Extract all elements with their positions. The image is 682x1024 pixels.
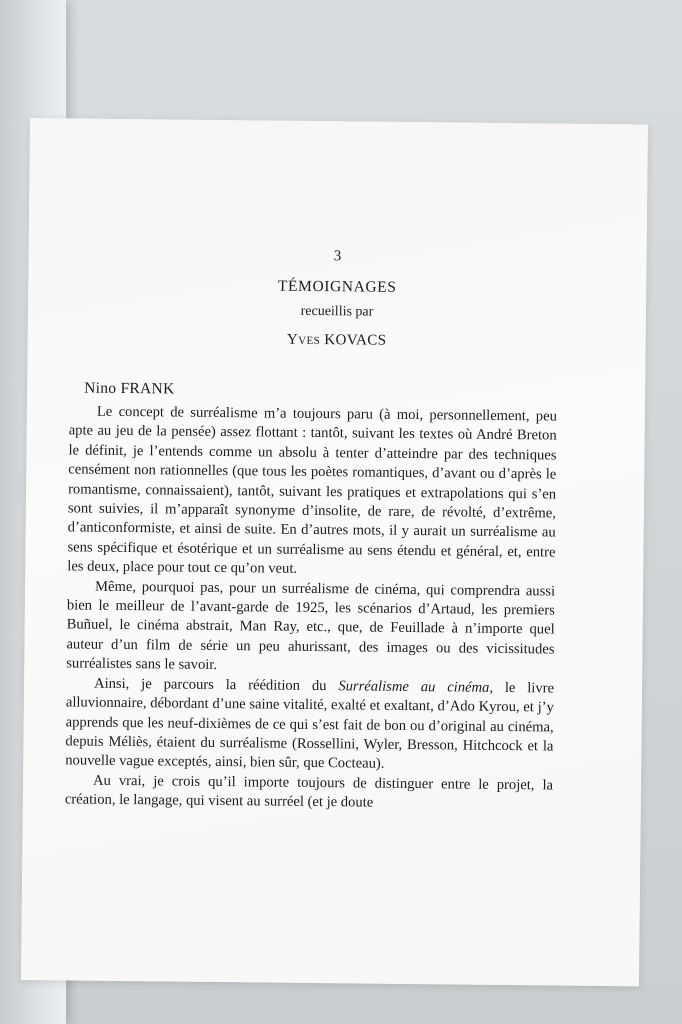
section-heading: Nino FRANK [84, 379, 175, 398]
chapter-title: TÉMOIGNAGES [277, 277, 397, 296]
editor-last-name: KOVACS [324, 332, 387, 349]
collected-by: recueillis par [300, 303, 374, 320]
paragraph: Ainsi, je parcours la réédition du Surréalisme au cinéma, le livre alluvionnaire, débordant d’une saine vitalité, exalté et exaltant, d’Ado Kyrou, et j’y apprends que les neuf-dixièmes de ce qui s’est fait de bon ou d’original au cinéma, depuis Méliès, étaient du surréalisme (Rossellini, Wyler, Bresson, Hitchcock et la nouvelle vague exceptés, ainsi, bien sûr, que Cocteau). [65, 675, 555, 773]
body-text [65, 402, 557, 815]
chapter-number: 3 [333, 248, 342, 265]
paragraph: Même, pourquoi pas, pour un surréalisme de cinéma, qui comprendra aussi bien le meilleur de l’avant-garde de 1925, les scénarios d’Artaud, les premiers Buñuel, le cinéma abstrait, Man Ray, etc., que, de Feuillade à n’importe quel auteur d’un film de série un peu ahurissant, des images ou des vicissitudes surréalistes sans le savoir. [66, 578, 556, 674]
editor-name [28, 329, 646, 352]
book-title-italic: Surréalisme au cinéma [338, 677, 490, 696]
editor-first-name: Yves [286, 331, 321, 349]
paragraph: Au vrai, je crois qu’il importe toujours de distinguer entre le projet, la création, le langage, qui visent au surréel (et je doute [64, 772, 554, 811]
book-page [21, 118, 648, 986]
paragraph: Le concept de surréalisme m’a toujours paru (à moi, personnellement, peu apte au jeu de la pensée) assez flottant : tantôt, suivant les textes où André Breton le définit, je l’entends comme un absolu à tenter d’atteindre par des techniques censément non rationnelles (que tous les poètes romantiques, d’avant ou d’après le romantisme, connaissaient), tantôt, suivant les pratiques et extrapolations qui s’en sont suivies, il m’apparaît synonyme d’insolite, de rare, de révolté, d’extrême, d’anticonformiste, et ainsi de suite. En d’autres mots, il y aurait un surréalisme au sens spécifique et ésotérique et un surréalisme au sens étendu et général, et, entre les deux, place pour tout ce qu’on veut. [67, 403, 557, 578]
